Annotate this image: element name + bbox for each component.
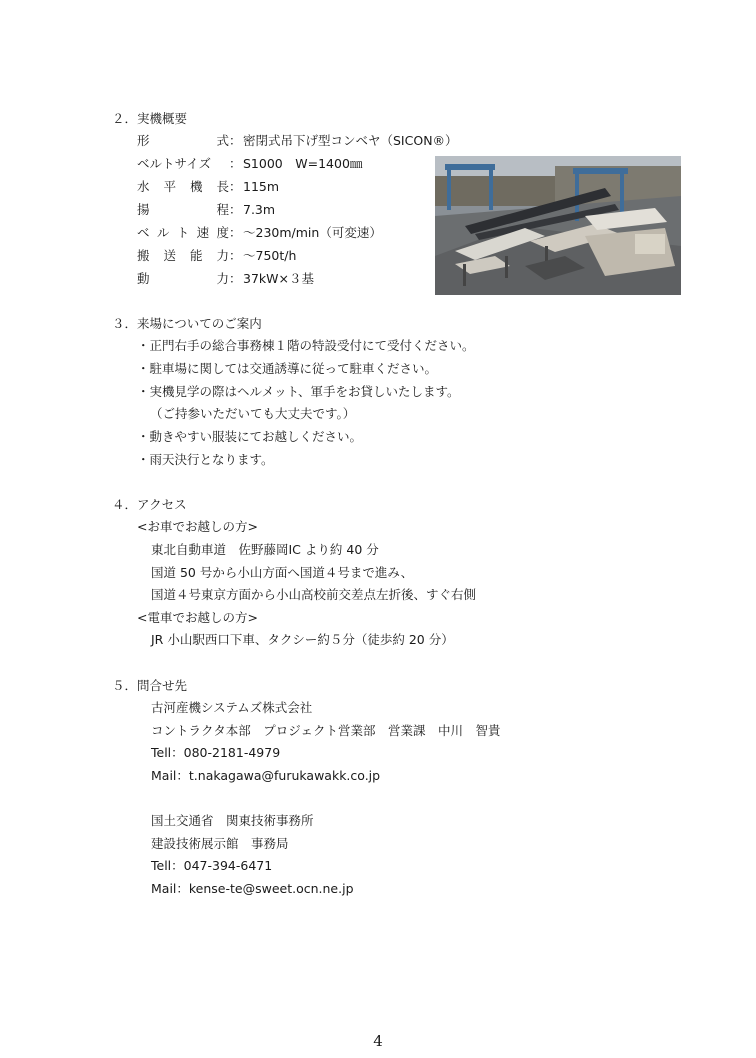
spec-colon: ： — [229, 225, 242, 240]
access-line: 国道 50 号から小山方面へ国道４号まで進み、 — [151, 565, 414, 580]
guide-item-note: （ご持参いただいても大丈夫です。） — [150, 406, 356, 421]
spec-label: 形 式 — [137, 133, 229, 148]
spec-label: 揚 程 — [137, 202, 229, 217]
access-line: 国道４号東京方面から小山高校前交差点左折後、すぐ右側 — [151, 587, 477, 602]
section-3-heading: ３．来場についてのご案内 — [112, 316, 262, 331]
access-train-label: <電車でお越しの方> — [137, 610, 258, 625]
section-2-heading: ２．実機概要 — [112, 111, 188, 126]
spec-label: ベ ル ト 速 度 — [137, 225, 229, 240]
section-4-heading: ４．アクセス — [112, 497, 187, 512]
spec-label: 動 力 — [137, 271, 229, 286]
contact-phone: Tell：047-394-6471 — [151, 858, 273, 873]
spec-colon: ： — [229, 248, 242, 263]
access-line: JR 小山駅西口下車、タクシー約５分（徒歩約 20 分） — [151, 632, 454, 647]
spec-colon: ： — [229, 156, 242, 171]
spec-colon: ： — [229, 133, 242, 148]
page-number: 4 — [373, 1032, 383, 1050]
spec-value: 37kW×３基 — [243, 271, 314, 286]
access-car-label: <お車でお越しの方> — [137, 519, 258, 534]
guide-item: ・実機見学の際はヘルメット、軍手をお貸しいたします。 — [137, 384, 460, 399]
section-5-heading: ５．問合せ先 — [112, 678, 188, 693]
guide-item: ・雨天決行となります。 — [137, 452, 274, 467]
contact-line: 建設技術展示館 事務局 — [151, 836, 289, 851]
guide-item: ・動きやすい服装にてお越しください。 — [137, 429, 363, 444]
contact-email: Mail：t.nakagawa@furukawakk.co.jp — [151, 768, 381, 783]
spec-colon: ： — [229, 271, 242, 286]
spec-label: 水 平 機 長 — [137, 179, 229, 194]
spec-value: 7.3m — [243, 202, 276, 217]
spec-value: 密閉式吊下げ型コンベヤ（SICON®） — [243, 133, 458, 148]
spec-value: 115m — [243, 179, 280, 194]
access-line: 東北自動車道 佐野藤岡IC より約 40 分 — [151, 542, 379, 557]
spec-value: ～750t/h — [243, 248, 297, 263]
spec-colon: ： — [229, 179, 242, 194]
contact-email: Mail：kense-te@sweet.ocn.ne.jp — [151, 881, 354, 896]
contact-phone: Tell：080-2181-4979 — [151, 745, 281, 760]
spec-label: ベルトサイズ — [137, 156, 212, 171]
contact-line: コントラクタ本部 プロジェクト営業部 営業課 中川 智貴 — [151, 723, 501, 738]
contact-line: 国土交通省 関東技術事務所 — [151, 813, 314, 828]
contact-line: 古河産機システムズ株式会社 — [151, 700, 313, 715]
spec-value: ～230m/min（可変速） — [243, 225, 382, 240]
spec-colon: ： — [229, 202, 242, 217]
guide-item: ・正門右手の総合事務棟１階の特設受付にて受付ください。 — [137, 338, 475, 353]
spec-value: S1000 W=1400㎜ — [243, 156, 363, 171]
guide-item: ・駐車場に関しては交通誘導に従って駐車ください。 — [137, 361, 438, 376]
spec-label: 搬 送 能 力 — [137, 248, 229, 263]
conveyor-photo — [435, 156, 681, 295]
